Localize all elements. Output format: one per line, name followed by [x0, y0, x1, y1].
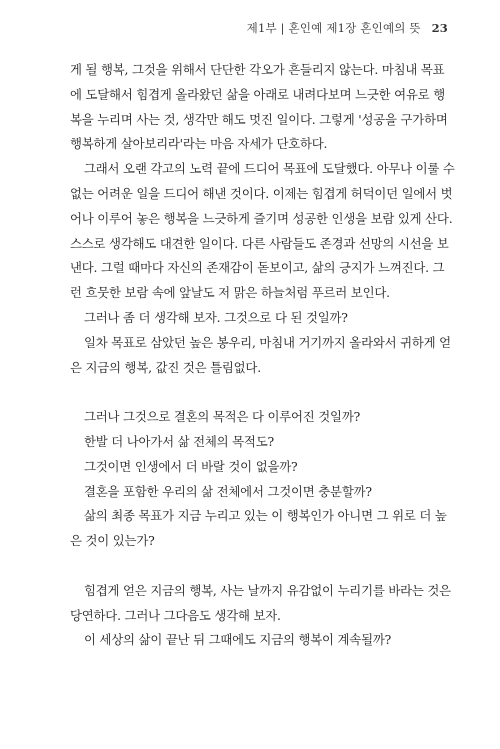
text-line: 삶의 최종 목표가 지금 누리고 있는 이 행복인가 아니면 그 위로 더 높 [84, 508, 447, 524]
text-line: 행복하게 살아보리라'라는 마음 자세가 단호하다. [70, 136, 328, 152]
text-line: 스스로 생각해도 대견한 일이다. 다른 사람들도 존경과 선망의 시선을 보 [70, 235, 449, 251]
text-line: 힘겹게 얻은 지금의 행복, 사는 날까지 유감없이 누리기를 바라는 것은 [84, 582, 451, 598]
text-line: 그러나 그것으로 결혼의 목적은 다 이루어진 것일까? [84, 409, 361, 425]
text-line: 그래서 오랜 각고의 노력 끝에 드디어 목표에 도달했다. 아무나 이룰 수 [84, 161, 455, 177]
page-body [70, 58, 455, 653]
text-line: 낸다. 그럴 때마다 자신의 존재감이 돋보이고, 삶의 긍지가 느껴진다. 그 [70, 260, 445, 276]
text-line: 어나 이루어 놓은 행복을 느긋하게 즐기며 성공한 인생을 보람 있게 산다. [70, 210, 453, 226]
text-line: 에 도달해서 힘겹게 올라왔던 삶을 아래로 내려다보며 느긋한 여유로 행 [70, 86, 445, 102]
text-line: 이 세상의 삶이 끝난 뒤 그때에도 지금의 행복이 계속될까? [84, 632, 392, 648]
text-line: 런 흐뭇한 보람 속에 앞날도 저 맑은 하늘처럼 푸르러 보인다. [70, 285, 390, 301]
text-line: 일차 목표로 삼았던 높은 봉우리, 마침내 거기까지 올라와서 귀하게 얻 [84, 334, 451, 350]
paragraph-gap [70, 380, 441, 405]
text-line: 결혼을 포함한 우리의 삶 전체에서 그것이면 충분할까? [84, 483, 372, 499]
text-line: 그러나 좀 더 생각해 보자. 그것으로 다 된 것일까? [84, 309, 348, 325]
text-line: 한발 더 나아가서 삶 전체의 목적도? [84, 433, 274, 449]
text-line: 복을 누리며 사는 것, 생각만 해도 멋진 일이다. 그렇게 '성공을 구가하며 [70, 111, 448, 127]
text-line: 없는 어려운 일을 드디어 해낸 것이다. 이제는 힘겹게 허덕이던 일에서 벗 [70, 185, 453, 201]
text-line: 그것이면 인생에서 더 바랄 것이 없을까? [84, 458, 298, 474]
running-header [247, 20, 448, 36]
page-number: 23 [431, 21, 448, 35]
text-line: 당연하다. 그러나 그다음도 생각해 보자. [70, 607, 281, 623]
running-title: 제1부 | 혼인예 제1장 혼인예의 뜻 [246, 21, 421, 35]
text-line: 은 것이 있는가? [70, 533, 155, 549]
paragraph-gap [70, 554, 441, 579]
text-line: 은 지금의 행복, 값진 것은 틀림없다. [70, 359, 261, 375]
text-line: 게 될 행복, 그것을 위해서 단단한 각오가 흔들리지 않는다. 마침내 목표 [70, 62, 445, 77]
